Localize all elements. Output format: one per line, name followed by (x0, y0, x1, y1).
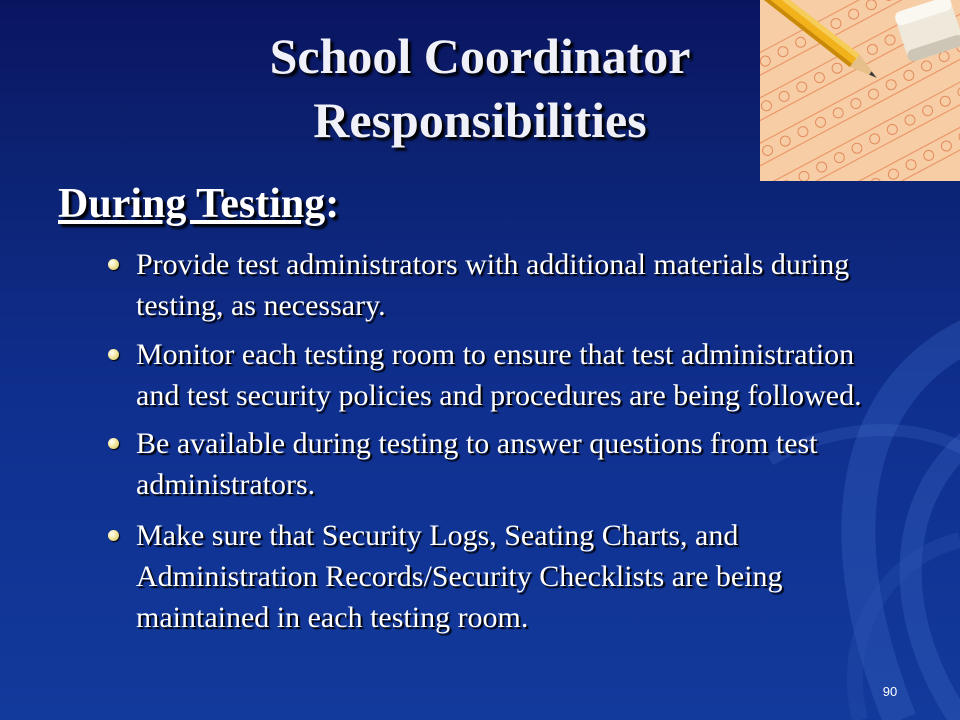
bullet-item (104, 244, 864, 326)
slide-title (150, 24, 810, 152)
section-heading-text: During Testing (58, 181, 326, 227)
bullet-text: Be available during testing to answer questions from test administrators. (136, 427, 818, 501)
bullet-item (104, 515, 864, 638)
bullet-dot-icon (108, 259, 119, 270)
bullet-dot-icon (108, 349, 119, 360)
slide-title-line-2: Responsibilities (313, 92, 647, 148)
bullet-item (104, 423, 864, 505)
bullet-dot-icon (108, 530, 119, 541)
bullet-item (104, 334, 864, 416)
bullet-dot-icon (108, 438, 119, 449)
bullet-text: Make sure that Security Logs, Seating Charts, and Administration Records/Security Checklists are being maintained in each testing room. (136, 519, 783, 634)
section-heading-colon: : (325, 181, 340, 227)
section-heading (58, 178, 339, 230)
bullet-text: Provide test administrators with additional materials during testing, as necessary. (136, 248, 850, 322)
slide-title-line-1: School Coordinator (269, 28, 691, 84)
bullet-list (104, 244, 864, 638)
page-number: 90 (882, 684, 898, 699)
bullet-text: Monitor each testing room to ensure that test administration and test security policies and procedures are being followed. (136, 338, 862, 412)
